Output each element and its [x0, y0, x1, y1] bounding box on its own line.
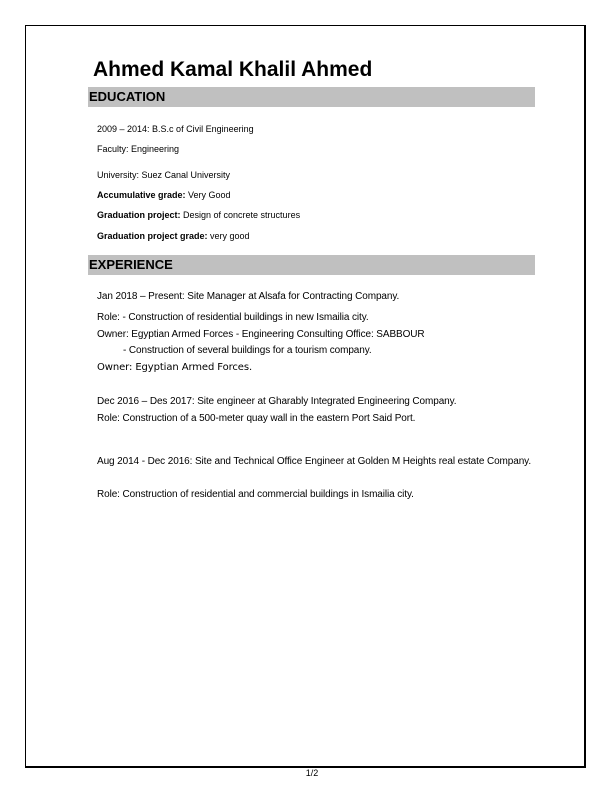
project-value: Design of concrete structures	[180, 210, 301, 220]
experience-heading: EXPERIENCE	[88, 255, 535, 275]
education-faculty: Faculty: Engineering	[97, 144, 180, 154]
education-project-grade	[97, 231, 250, 241]
education-university: University: Suez Canal University	[97, 170, 231, 180]
job-2-title: Dec 2016 – Des 2017: Site engineer at Gharably Integrated Engineering Company.	[97, 396, 457, 407]
grade-label: Accumulative grade:	[97, 190, 186, 200]
project-label: Graduation project:	[97, 210, 181, 220]
job-1-owner-2: Owner: Egyptian Armed Forces.	[97, 362, 253, 373]
job-2-role: Role: Construction of a 500-meter quay wall in the eastern Port Said Port.	[97, 413, 416, 424]
job-1-role-2: - Construction of several buildings for a tourism company.	[123, 345, 372, 356]
job-1-owner: Owner: Egyptian Armed Forces - Engineering Consulting Office: SABBOUR	[97, 329, 425, 340]
project-grade-label: Graduation project grade:	[97, 231, 208, 241]
education-project	[97, 210, 300, 220]
education-grade	[97, 190, 231, 200]
candidate-name: Ahmed Kamal Khalil Ahmed	[93, 58, 373, 81]
education-degree: 2009 – 2014: B.S.c of Civil Engineering	[97, 124, 254, 134]
page-number: 1/2	[305, 768, 319, 778]
job-3-title: Aug 2014 - Dec 2016: Site and Technical Office Engineer at Golden M Heights real estate Company.	[97, 456, 531, 467]
education-heading: EDUCATION	[88, 87, 535, 107]
job-3-role: Role: Construction of residential and commercial buildings in Ismailia city.	[97, 489, 414, 500]
project-grade-value: very good	[207, 231, 250, 241]
grade-value: Very Good	[185, 190, 231, 200]
job-1-title: Jan 2018 – Present: Site Manager at Alsafa for Contracting Company.	[97, 291, 400, 302]
job-1-role: Role: - Construction of residential buildings in new Ismailia city.	[97, 312, 369, 323]
